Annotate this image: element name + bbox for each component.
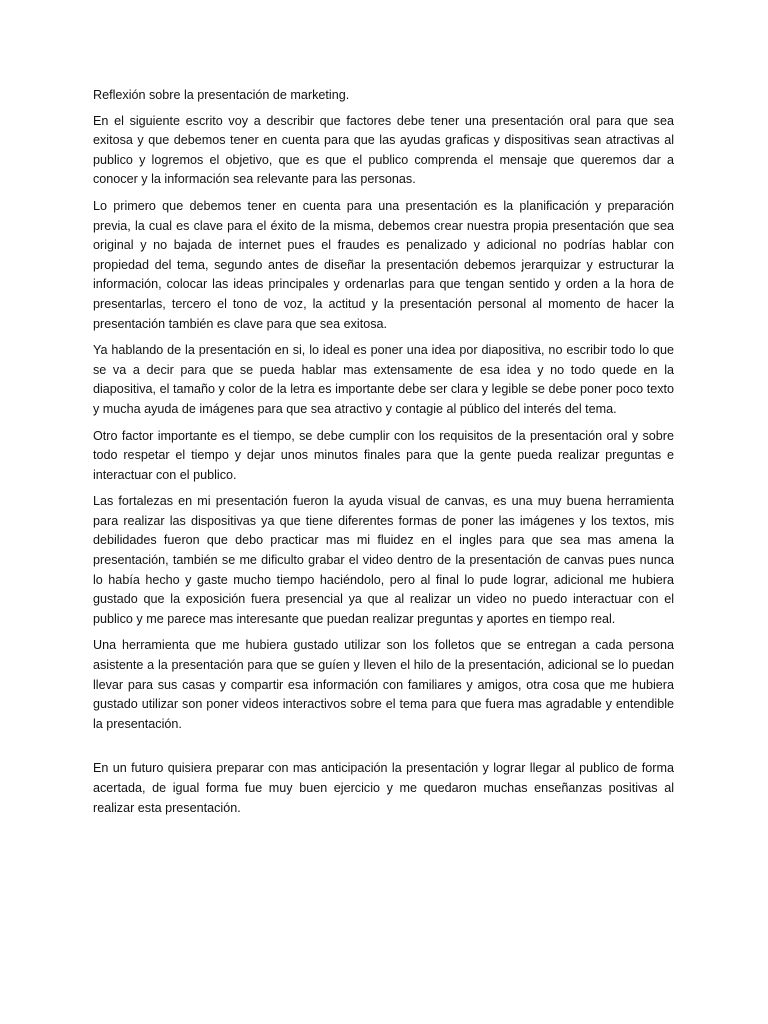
paragraph-introduction: En el siguiente escrito voy a describir que factores debe tener una presentación oral para que sea exitosa y que debemos tener en cuenta para que las ayudas graficas y dispositivas sean atractivas al publico y logremos el objetivo, que es que el publico comprenda el mensaje que queremos dar a conocer y la información sea relevante para las personas. (93, 113, 674, 187)
paragraph-conclusion: En un futuro quisiera preparar con mas anticipación la presentación y lograr llegar al publico de forma acertada, de igual forma fue muy buen ejercicio y me quedaron muchas enseñanzas positivas al realizar esta presentación. (93, 761, 674, 815)
paragraph-tools: Una herramienta que me hubiera gustado utilizar son los folletos que se entregan a cada persona asistente a la presentación para que se guíen y lleven el hilo de la presentación, adicional se lo puedan llevar para sus casas y compartir esa información con familiares y amigos, otra cosa que me hubiera gustado utilizar son poner videos interactivos sobre el tema para que fuera mas agradable y entendible la presentación. (93, 638, 674, 731)
paragraph-strengths-weaknesses: Las fortalezas en mi presentación fueron la ayuda visual de canvas, es una muy buena herramienta para realizar las dispositivas ya que tiene diferentes formas de poner las imágenes y los textos, mis debilidades fueron que debo practicar mas mi fluidez en el ingles para que sea mas amena la presentación, también se me dificulto grabar el video dentro de la presentación de canvas pues nunca lo había hecho y gaste mucho tiempo haciéndolo, pero al final lo pude lograr, adicional me hubiera gustado que la exposición fuera presencial ya que al realizar un video no puedo interactuar con el publico y me parece mas interesante que puedan realizar preguntas y aportes en tiempo real. (93, 494, 674, 626)
paragraph-slides: Ya hablando de la presentación en si, lo ideal es poner una idea por diapositiva, no escribir todo lo que se va a decir para que se pueda hablar mas extensamente de esa idea y no todo quede en la diapositiva, el tamaño y color de la letra es importante debe ser clara y legible se debe poner poco texto y mucha ayuda de imágenes para que sea atractivo y contagie al público del interés del tema. (93, 343, 674, 416)
document-title: Reflexión sobre la presentación de marketing. (93, 88, 350, 102)
paragraph-planning: Lo primero que debemos tener en cuenta para una presentación es la planificación y preparación previa, la cual es clave para el éxito de la misma, debemos crear nuestra propia presentación que sea original y no bajada de internet pues el fraudes es penalizado y adicional no podrías hablar con propiedad del tema, segundo antes de diseñar la presentación debemos jerarquizar y estructurar la información, colocar las ideas principales y ordenarlas para que tengan sentido y orden a la hora de presentarlas, tercero el tono de voz, la actitud y la presentación personal al momento de hacer la presentación también es clave para que sea exitosa. (93, 198, 674, 331)
paragraph-time: Otro factor importante es el tiempo, se debe cumplir con los requisitos de la presentación oral y sobre todo respetar el tiempo y dejar unos minutos finales para que la gente pueda realizar preguntas e interactuar con el publico. (93, 428, 674, 482)
document-page (93, 86, 674, 825)
